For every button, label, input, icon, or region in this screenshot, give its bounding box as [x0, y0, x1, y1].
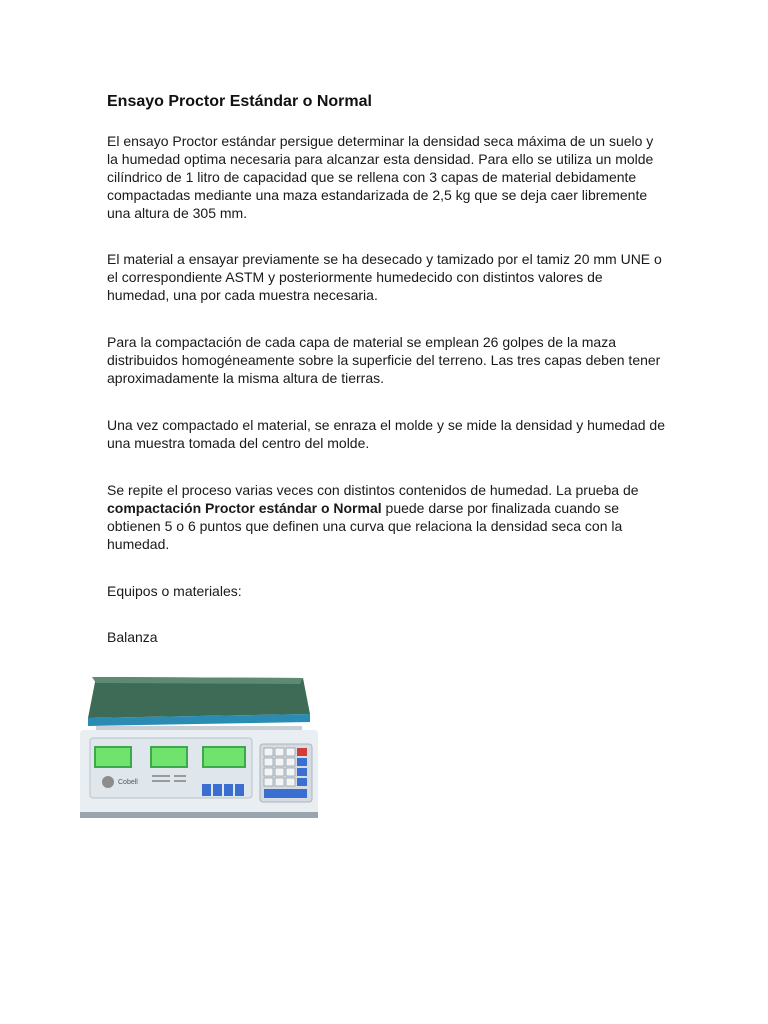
paragraph-2: El material a ensayar previamente se ha desecado y tamizado por el tamiz 20 mm UNE o el correspondiente ASTM y posteriormente humedecido con distintos valores de humedad, una por cada muestra necesaria. — [107, 251, 662, 303]
paragraph-5-bold: compactación Proctor estándar o Normal — [107, 500, 382, 516]
paragraph-4: Una vez compactado el material, se enraza el molde y se mide la densidad y humedad de una muestra tomada del centro del molde. — [107, 417, 665, 451]
paragraph-5-post: puede darse por finalizada cuando se obtienen 5 o 6 puntos que definen una curva que relaciona la densidad seca con la humedad. — [107, 500, 623, 552]
weighing-scale-icon — [78, 672, 320, 820]
document-title: Ensayo Proctor Estándar o Normal — [107, 93, 372, 110]
paragraph-3: Para la compactación de cada capa de material se emplean 26 golpes de la maza distribuidos homogéneamente sobre la superficie del terreno. Las tres capas deben tener aproximadamente la misma altura de tierras. — [107, 334, 661, 386]
paragraph-5-pre: Se repite el proceso varias veces con distintos contenidos de humedad. La prueba de — [107, 482, 639, 498]
equipment-heading: Equipos o materiales: — [107, 583, 242, 599]
item-label-balanza: Balanza — [107, 629, 158, 645]
paragraph-5 — [107, 481, 667, 553]
brand-logo-text: Cobell — [118, 779, 138, 786]
paragraph-1: El ensayo Proctor estándar persigue determinar la densidad seca máxima de un suelo y la humedad optima necesaria para alcanzar esta densidad. Para ello se utiliza un molde cilíndrico de 1 litro de capacidad que se rellena con 3 capas de material debidamente compactadas mediante una maza estandarizada de 2,5 kg que se deja caer libremente una altura de 305 mm. — [107, 133, 654, 221]
